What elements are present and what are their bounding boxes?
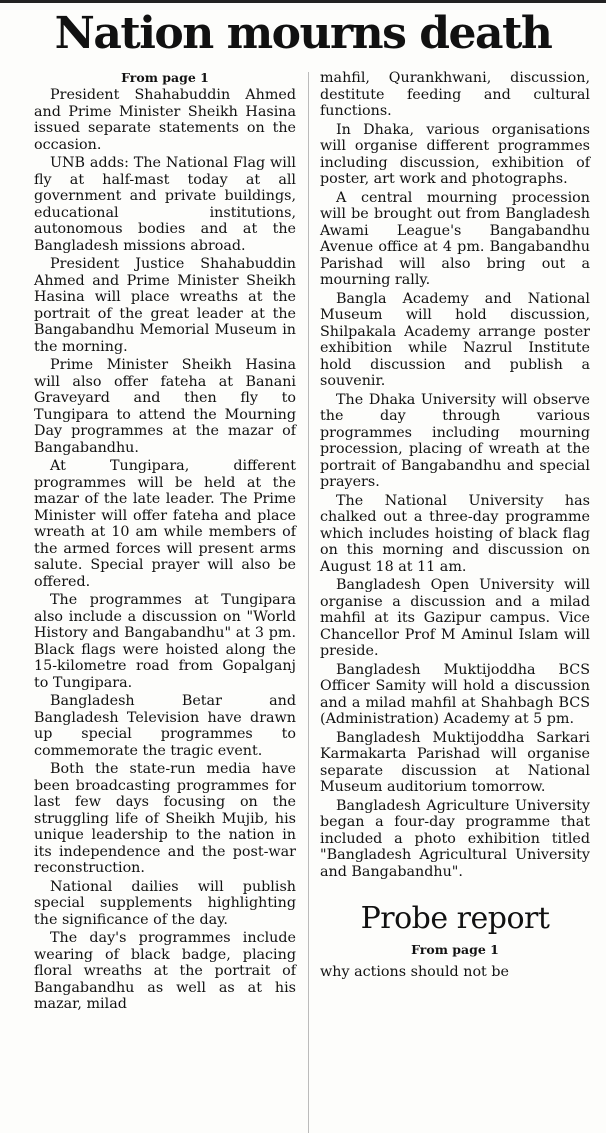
article-paragraph: Bangladesh Muktijoddha BCS Officer Samity will hold a discussion and a milad mahfil at Shahbagh BCS (Administration) Academy at 5 pm. bbox=[320, 661, 590, 727]
article-paragraph: Bangla Academy and National Museum will hold discussion, Shilpakala Academy arrange poster exhibition while Nazrul Institute hold discussion and publish a souvenir. bbox=[320, 290, 590, 389]
article-paragraph: Bangladesh Open University will organise a discussion and a milad mahfil at its Gazipur campus. Vice Chancellor Prof M Aminul Islam will preside. bbox=[320, 577, 590, 659]
probe-report-text: why actions should not be bbox=[320, 964, 509, 980]
top-rule bbox=[0, 0, 606, 3]
article-paragraph: The day's programmes include wearing of black badge, placing floral wreaths at the portrait of Bangabandhu as well as at his mazar, milad bbox=[34, 930, 296, 1012]
article-paragraph: In Dhaka, various organisations will organise different programmes including discussion, exhibition of poster, art work and photographs. bbox=[320, 121, 590, 187]
probe-report-kicker: From page 1 bbox=[411, 942, 499, 957]
article-paragraph: Bangladesh Muktijoddha Sarkari Karmakarta Parishad will organise separate discussion at National Museum auditorium tomorrow. bbox=[320, 729, 590, 795]
article-paragraph: National dailies will publish special supplements highlighting the significance of the day. bbox=[34, 878, 296, 928]
article-paragraph: Bangladesh Agriculture University began a four-day programme that included a photo exhibition titled "Bangladesh Agricultural University and Bangabandhu". bbox=[320, 797, 590, 880]
article-paragraph: Bangladesh Betar and Bangladesh Television have drawn up special programmes to commemorate the tragic event. bbox=[34, 693, 296, 759]
article-paragraph: President Justice Shahabuddin Ahmed and Prime Minister Sheikh Hasina will place wreaths at the portrait of the great leader at the Bangabandhu Memorial Museum in the morning. bbox=[34, 256, 296, 355]
article-paragraph: President Shahabuddin Ahmed and Prime Minister Sheikh Hasina issued separate statements on the occasion. bbox=[34, 87, 296, 153]
probe-report-headline: Probe report bbox=[360, 901, 550, 936]
article-paragraph: UNB adds: The National Flag will fly at half-mast today at all government and private buildings, educational institutions, autonomous bodies and at the Bangladesh missions abroad. bbox=[34, 155, 296, 254]
article-paragraph: The Dhaka University will observe the day through various programmes including mourning procession, placing of wreath at the portrait of Bangabandhu and special prayers. bbox=[320, 391, 590, 490]
article-paragraph: Prime Minister Sheikh Hasina will also offer fateha at Banani Graveyard and then fly to Tungipara to attend the Mourning Day programmes at the mazar of Bangabandhu. bbox=[34, 357, 296, 456]
article-paragraph: The National University has chalked out a three-day programme which includes hoisting of black flag on this morning and discussion on August 18 at 11 am. bbox=[320, 492, 590, 575]
column-divider bbox=[308, 72, 309, 1133]
article-paragraph: A central mourning procession will be brought out from Bangladesh Awami League's Bangabandhu Avenue office at 4 pm. Bangabandhu Parishad will also bring out a mourning rally. bbox=[320, 189, 590, 288]
continued-kicker: From page 1 bbox=[121, 70, 209, 85]
article-paragraph: The programmes at Tungipara also include a discussion on "World History and Bangabandhu" at 3 pm. Black flags were hoisted along the 15-kilometre road from Gopalganj to Tungipara. bbox=[34, 592, 296, 691]
headline: Nation mourns death bbox=[54, 8, 552, 59]
left-column bbox=[34, 70, 296, 1133]
article-paragraph: Both the state-run media have been broadcasting programmes for last few days focusing on the struggling life of Sheikh Mujib, his unique leadership to the nation in its independence and the post-war reconstruction. bbox=[34, 761, 296, 876]
article-paragraph: At Tungipara, different programmes will be held at the mazar of the late leader. The Prime Minister will offer fateha and place wreath at 10 am while members of the armed forces will present arms salute. Special prayer will also be offered. bbox=[34, 458, 296, 590]
article-paragraph: mahfil, Qurankhwani, discussion, destitute feeding and cultural functions. bbox=[320, 70, 590, 119]
right-column bbox=[320, 70, 590, 1133]
